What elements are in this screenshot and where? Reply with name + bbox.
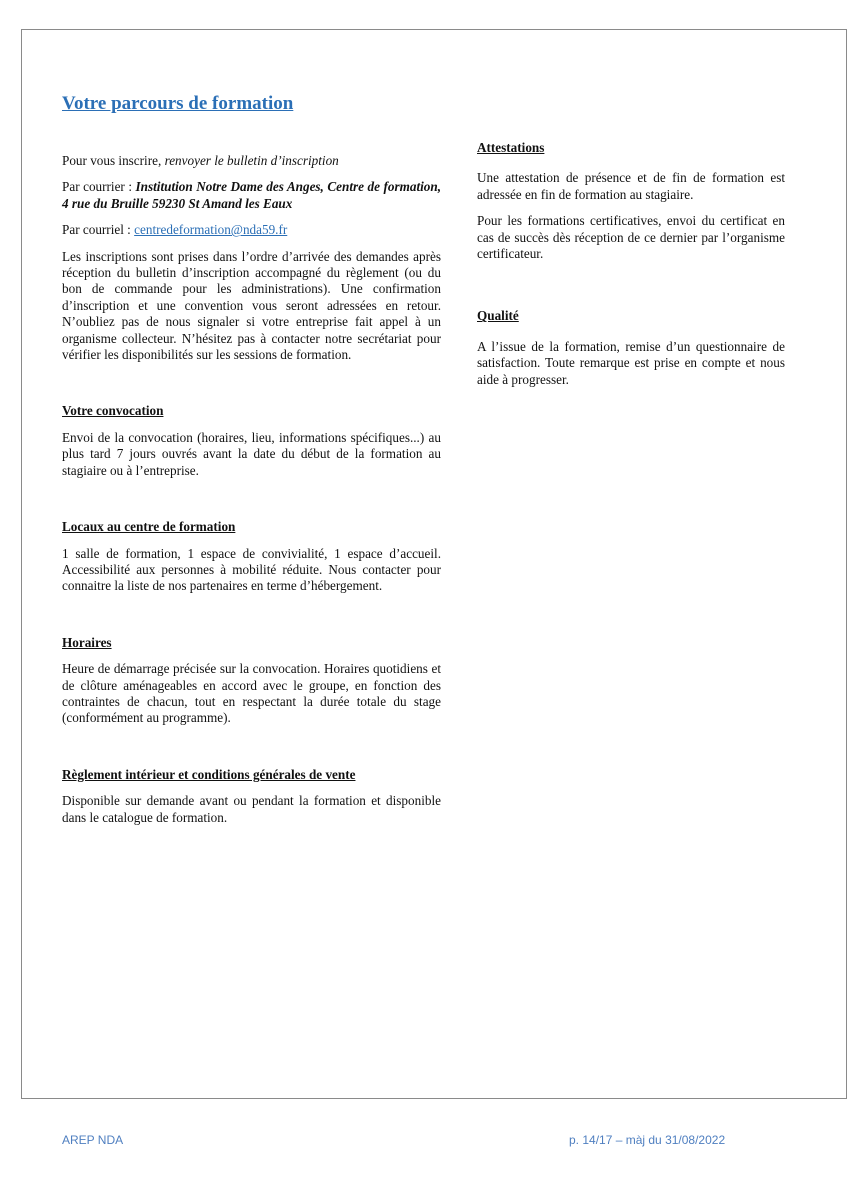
convocation-heading: Votre convocation	[62, 403, 164, 419]
qualite-body: A l’issue de la formation, remise d’un questionnaire de satisfaction. Toute remarque est prise en compte et nous aide à progresser.	[477, 338, 785, 387]
convocation-body: Envoi de la convocation (horaires, lieu, informations spécifiques...) au plus tard 7 jours ouvrés avant la date du début de la formation au stagiaire ou à l’entreprise.	[62, 429, 441, 478]
horaires-body: Heure de démarrage précisée sur la convocation. Horaires quotidiens et de clôture aménageables en accord avec le groupe, en fonction des contraintes de chacun, tout en respectant la durée totale du stage (conformément au programme).	[62, 661, 441, 726]
inscription-intro-text: Pour vous inscrire,	[62, 153, 165, 168]
inscription-intro	[62, 153, 441, 169]
page-title: Votre parcours de formation	[62, 93, 294, 114]
attestations-body-2: Pour les formations certificatives, envoi du certificat en cas de succès dès réception de ce dernier par l’organisme certificateur.	[477, 213, 785, 262]
qualite-heading: Qualité	[477, 308, 519, 324]
mail-address: Institution Notre Dame des Anges, Centre de formation, 4 rue du Bruille 59230 St Amand les Eaux	[62, 179, 442, 211]
inscription-mail	[62, 179, 441, 212]
inscription-body: Les inscriptions sont prises dans l’ordre d’arrivée des demandes après réception du bulletin d’inscription accompagné du règlement (ou du bon de commande pour les administrations). Une confirmation d’inscription et une convention vous seront adressées en retour. N’oubliez pas de nous signaler si votre entreprise fait appel à un organisme collecteur. N’hésitez pas à contacter notre secrétariat pour vérifier les disponibilités sur les sessions de formation.	[62, 248, 441, 363]
email-link[interactable]: centredeformation@nda59.fr	[134, 222, 288, 238]
inscription-intro-italic: renvoyer le bulletin d’inscription	[164, 153, 339, 168]
attestations-body-1: Une attestation de présence et de fin de formation est adressée en fin de formation au stagiaire.	[477, 170, 785, 202]
reglement-body: Disponible sur demande avant ou pendant la formation et disponible dans le catalogue de formation.	[62, 793, 441, 825]
inscription-email	[62, 222, 441, 238]
right-column	[477, 140, 785, 388]
locaux-body: 1 salle de formation, 1 espace de convivialité, 1 espace d’accueil. Accessibilité aux personnes à mobilité réduite. Nous contacter pour connaitre la liste de nos partenaires en terme d’hébergement.	[62, 545, 441, 594]
mail-prefix: Par courrier :	[62, 179, 136, 195]
horaires-heading: Horaires	[62, 634, 112, 650]
locaux-heading: Locaux au centre de formation	[62, 519, 236, 535]
reglement-heading: Règlement intérieur et conditions générales de vente	[62, 766, 356, 782]
footer-left: AREP NDA	[62, 1133, 124, 1147]
footer-page-info: p. 14/17 – màj du 31/08/2022	[569, 1133, 726, 1147]
email-prefix: Par courriel :	[62, 222, 135, 238]
attestations-heading: Attestations	[477, 140, 545, 155]
left-column	[62, 91, 441, 826]
